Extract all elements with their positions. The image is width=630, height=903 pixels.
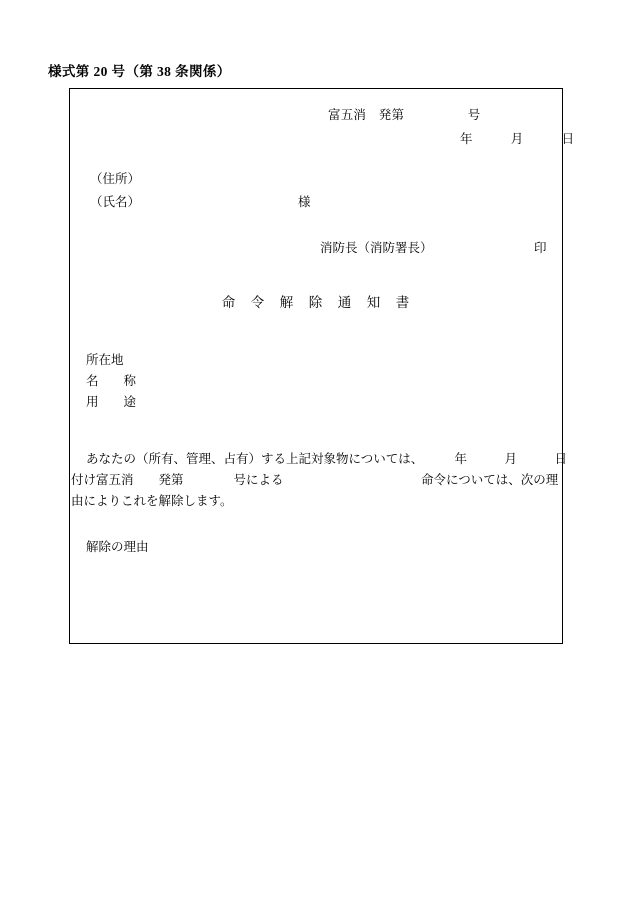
recipient-honorific: 様 [298, 195, 311, 209]
form-header [48, 60, 231, 80]
document-title: 命 令 解 除 通 知 書 [221, 295, 411, 310]
body-text-line-3: 由によりこれを解除します。 [71, 494, 233, 508]
notice-form-box [69, 88, 575, 644]
subject-name-label: 名 称 [86, 374, 137, 388]
seal-mark: 印 [534, 241, 547, 255]
issuer-title: 消防長（消防署長） [320, 241, 433, 255]
form-number-label: 様式第 20 号 [48, 64, 126, 79]
body-text-line-1: あなたの（所有、管理、占有）する上記対象物については、 年 月 日 [86, 452, 568, 466]
body-text-line-2: 付け富五消 発第 号による 命令については、次の理 [71, 473, 559, 487]
subject-location-label: 所在地 [86, 353, 124, 367]
document-date: 年 月 日 [460, 132, 575, 146]
notice-form-inner [70, 89, 575, 643]
recipient-address-label: （住所） [90, 172, 141, 186]
recipient-name-label: （氏名） [90, 195, 141, 209]
form-article-reference: （第 38 条関係） [125, 64, 231, 79]
document-number: 富五消 発第 号 [328, 108, 481, 122]
subject-use-label: 用 途 [86, 395, 137, 409]
reason-label: 解除の理由 [86, 540, 149, 554]
